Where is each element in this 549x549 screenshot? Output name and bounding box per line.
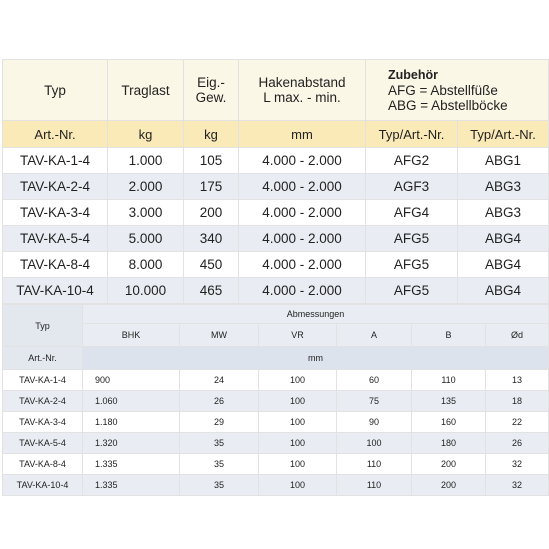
table-cell: 1.060 — [83, 391, 180, 412]
dim-col-a: A — [337, 324, 412, 347]
table-row — [3, 252, 549, 278]
table-cell: 900 — [83, 370, 180, 391]
table-cell: TAV-KA-1-4 — [3, 148, 108, 174]
table-cell: 100 — [259, 412, 337, 433]
table-cell: 100 — [259, 454, 337, 475]
table-cell: 1.320 — [83, 433, 180, 454]
table-row — [3, 454, 549, 475]
unit-cell: Typ/Art.-Nr. — [458, 121, 549, 148]
table-cell: ABG1 — [458, 148, 549, 174]
zubehoer-title: Zubehör — [388, 67, 438, 82]
dim-col-b: B — [412, 324, 486, 347]
table-cell: 60 — [337, 370, 412, 391]
table-cell: 26 — [180, 391, 259, 412]
table-cell: ABG3 — [458, 174, 549, 200]
dim-col-bhk: BHK — [83, 324, 180, 347]
table-row — [3, 433, 549, 454]
table-cell: 22 — [486, 412, 549, 433]
product-spec-tables — [2, 59, 548, 496]
table-cell: 5.000 — [108, 226, 184, 252]
dim-header-unit: mm — [83, 347, 549, 370]
table-cell: 100 — [259, 370, 337, 391]
table-cell: 1.335 — [83, 454, 180, 475]
table-cell: ABG3 — [458, 200, 549, 226]
table-row — [3, 412, 549, 433]
table-cell: AFG2 — [366, 148, 458, 174]
table-cell: TAV-KA-1-4 — [3, 370, 83, 391]
dim-col-vr: VR — [259, 324, 337, 347]
table-cell: 1.335 — [83, 475, 180, 496]
table-cell: 200 — [412, 454, 486, 475]
table-cell: 8.000 — [108, 252, 184, 278]
table-cell: 100 — [259, 433, 337, 454]
table-cell: AFG5 — [366, 252, 458, 278]
table-cell: 32 — [486, 475, 549, 496]
table-cell: TAV-KA-3-4 — [3, 412, 83, 433]
unit-cell: mm — [239, 121, 366, 148]
table-cell: 100 — [259, 475, 337, 496]
header-typ: Typ — [3, 60, 108, 121]
table-cell: ABG4 — [458, 252, 549, 278]
dimensions-table — [2, 304, 549, 496]
table-cell: 175 — [184, 174, 239, 200]
table-cell: 110 — [337, 475, 412, 496]
table-row — [3, 200, 549, 226]
table-cell: TAV-KA-3-4 — [3, 200, 108, 226]
table-cell: TAV-KA-8-4 — [3, 252, 108, 278]
dim-header-art-nr: Art.-Nr. — [3, 347, 83, 370]
zubehoer-line1: AFG = Abstellfüße — [388, 82, 498, 98]
table-cell: TAV-KA-2-4 — [3, 391, 83, 412]
header-eig-line2: Gew. — [195, 90, 227, 105]
dimensions-body — [3, 370, 549, 496]
table-cell: 10.000 — [108, 278, 184, 304]
table-cell: 340 — [184, 226, 239, 252]
table-cell: 4.000 - 2.000 — [239, 148, 366, 174]
table-cell: 35 — [180, 475, 259, 496]
table-cell: 160 — [412, 412, 486, 433]
load-spec-body — [3, 148, 549, 304]
table-row — [3, 278, 549, 304]
table-row — [3, 391, 549, 412]
table-cell: 110 — [412, 370, 486, 391]
load-spec-table — [2, 59, 549, 304]
table-cell: 100 — [259, 391, 337, 412]
zubehoer-line2: ABG = Abstellböcke — [388, 97, 508, 113]
header-eig-line1: Eig.- — [197, 75, 225, 90]
table-cell: 100 — [337, 433, 412, 454]
dim-header-row-1 — [3, 305, 549, 324]
table-cell: TAV-KA-2-4 — [3, 174, 108, 200]
table-cell: 29 — [180, 412, 259, 433]
table-cell: 75 — [337, 391, 412, 412]
dim-header-abmessungen: Abmessungen — [83, 305, 549, 324]
dim-col-mw: MW — [180, 324, 259, 347]
table-cell: 3.000 — [108, 200, 184, 226]
table-row — [3, 148, 549, 174]
units-row — [3, 121, 549, 148]
table-cell: AFG5 — [366, 278, 458, 304]
table-cell: 35 — [180, 433, 259, 454]
table-cell: AFG4 — [366, 200, 458, 226]
table-cell: 180 — [412, 433, 486, 454]
table-cell: 450 — [184, 252, 239, 278]
table-cell: TAV-KA-8-4 — [3, 454, 83, 475]
table-cell: 32 — [486, 454, 549, 475]
table-cell: ABG4 — [458, 278, 549, 304]
dim-col-od: Ød — [486, 324, 549, 347]
header-eigengewicht — [184, 60, 239, 121]
table-cell: 4.000 - 2.000 — [239, 200, 366, 226]
table-row — [3, 174, 549, 200]
table-cell: 1.180 — [83, 412, 180, 433]
table-cell: 465 — [184, 278, 239, 304]
table-cell: 200 — [184, 200, 239, 226]
table-cell: 26 — [486, 433, 549, 454]
table-cell: TAV-KA-5-4 — [3, 226, 108, 252]
dim-header-row-3 — [3, 347, 549, 370]
table-cell: 2.000 — [108, 174, 184, 200]
unit-cell: kg — [184, 121, 239, 148]
table-cell: AGF3 — [366, 174, 458, 200]
table-cell: 18 — [486, 391, 549, 412]
unit-cell: Art.-Nr. — [3, 121, 108, 148]
table-row — [3, 370, 549, 391]
header-row — [3, 60, 549, 121]
unit-cell: Typ/Art.-Nr. — [366, 121, 458, 148]
table-cell: TAV-KA-5-4 — [3, 433, 83, 454]
header-haken-line1: Hakenabstand — [258, 75, 346, 90]
table-cell: 135 — [412, 391, 486, 412]
table-cell: 4.000 - 2.000 — [239, 278, 366, 304]
table-cell: 1.000 — [108, 148, 184, 174]
table-cell: 110 — [337, 454, 412, 475]
table-cell: 200 — [412, 475, 486, 496]
header-traglast: Traglast — [108, 60, 184, 121]
table-cell: 90 — [337, 412, 412, 433]
unit-cell: kg — [108, 121, 184, 148]
header-hakenabstand — [239, 60, 366, 121]
table-cell: 4.000 - 2.000 — [239, 226, 366, 252]
dim-header-typ: Typ — [3, 305, 83, 347]
table-row — [3, 475, 549, 496]
table-cell: 105 — [184, 148, 239, 174]
header-zubehoer — [366, 60, 549, 121]
table-row — [3, 226, 549, 252]
table-cell: 13 — [486, 370, 549, 391]
table-cell: 35 — [180, 454, 259, 475]
dim-header-row-2 — [3, 324, 549, 347]
table-cell: AFG5 — [366, 226, 458, 252]
table-cell: 4.000 - 2.000 — [239, 174, 366, 200]
table-cell: TAV-KA-10-4 — [3, 475, 83, 496]
table-cell: ABG4 — [458, 226, 549, 252]
table-cell: TAV-KA-10-4 — [3, 278, 108, 304]
table-cell: 24 — [180, 370, 259, 391]
table-cell: 4.000 - 2.000 — [239, 252, 366, 278]
header-haken-line2: L max. - min. — [263, 90, 341, 105]
